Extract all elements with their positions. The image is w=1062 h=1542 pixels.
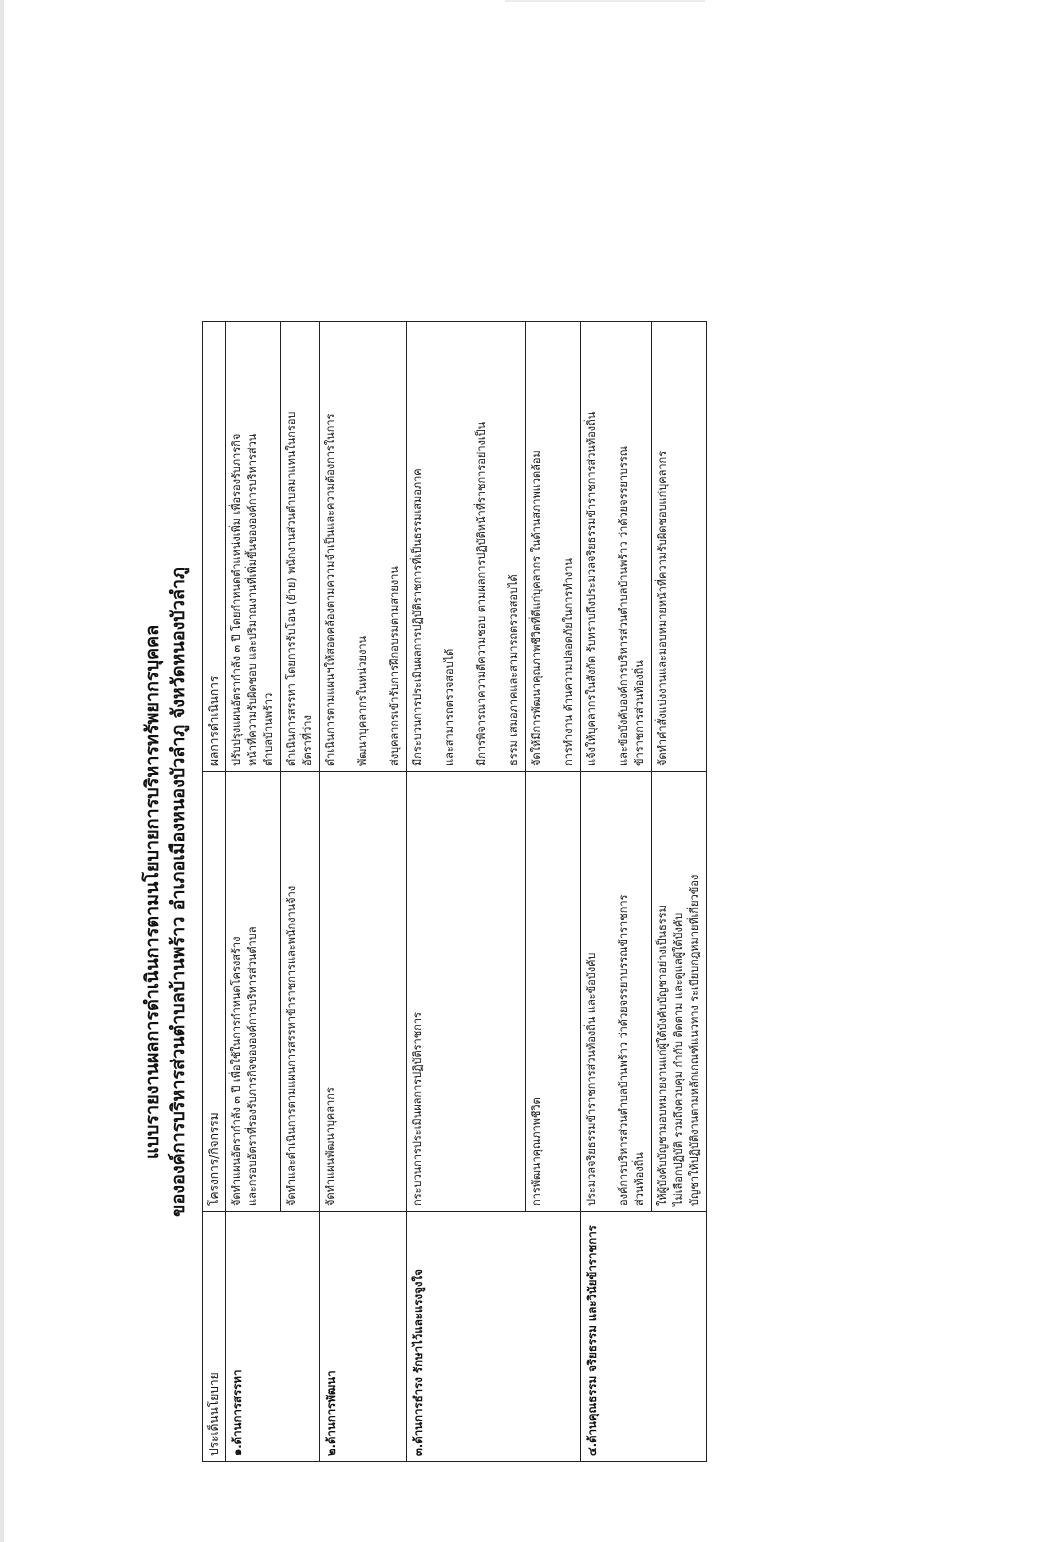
cell-line: ไม่เลือกปฏิบัติ รวมถึงควบคุม กำกับ ติดตาม และดูแลผู้ใต้บังคับ	[672, 912, 685, 1206]
result-cell	[407, 322, 526, 772]
cell-line: และข้อบังคับองค์การบริหารส่วนตำบลบ้านพร้าว ว่าด้วยจรรยาบรรณ	[617, 445, 630, 766]
cell-line: ส่งบุคลากรเข้ารับการฝึกอบรมตามสายงาน	[388, 566, 401, 766]
table-row	[407, 322, 526, 1462]
cell-line: บัญชาให้ปฏิบัติงานตามหลักเกณฑ์แนวทาง ระเบียบกฎหมายที่เกี่ยวข้อง	[688, 874, 701, 1206]
cell-line: มีกระบวนการประเมินผลการปฏิบัติราชการที่เป็นธรรมเสมอภาค	[411, 468, 424, 766]
result-cell	[526, 322, 581, 772]
cell-line: ข้าราชการส่วนท้องถิ่น	[633, 660, 646, 766]
project-cell	[581, 772, 652, 1212]
cell-line: พัฒนาบุคลากรในหน่วยงาน	[356, 635, 369, 766]
cell-line: ดำเนินการสรรหา โดยการรับโอน (ย้าย) พนักงานส่วนตำบลมาแทนในกรอบ	[285, 411, 298, 766]
report-table	[202, 321, 707, 1462]
policy-cell: ๒.ด้านการพัฒนา	[320, 1212, 407, 1462]
policy-cell: ๑.ด้านการสรรหา	[226, 1212, 320, 1462]
project-cell	[226, 772, 281, 1212]
cell-line: องค์การบริหารส่วนตำบลบ้านพร้าว ว่าด้วยจรรยาบรรณข้าราชการ	[617, 894, 630, 1206]
header-result: ผลการดำเนินการ	[203, 322, 226, 772]
project-cell	[407, 772, 526, 1212]
cell-line: ส่วนท้องถิ่น	[633, 1152, 646, 1206]
cell-line: ดำเนินการตามแผนฯให้สอดคล้องตามความจำเป็นและความต้องการในการ	[324, 413, 337, 766]
cell-line: มีการพิจารณาความดีความชอบ ตามผลการปฏิบัติหน้าที่ราชการอย่างเป็น	[475, 421, 488, 766]
result-cell	[652, 322, 707, 772]
document-title: แบบรายงานผลการดำเนินการตามนโยบายการบริหารทรัพยากรบุคคล	[142, 624, 163, 1160]
cell-line: และกรอบอัตราที่รองรับภารกิจขององค์การบริหารส่วนตำบล	[246, 926, 259, 1206]
result-cell	[581, 322, 652, 772]
project-cell	[281, 772, 320, 1212]
header-row	[203, 322, 226, 1462]
result-cell	[281, 322, 320, 772]
cell-line: การทำงาน ด้านความปลอดภัยในการทำงาน	[562, 558, 575, 766]
project-cell	[320, 772, 407, 1212]
cell-line: ตำบลบ้านพร้าว	[262, 692, 275, 766]
header-policy: ประเด็นนโยบาย	[203, 1212, 226, 1462]
cell-line: ธรรม เสมอภาคและสามารถตรวจสอบได้	[507, 574, 520, 766]
header-project: โครงการ/กิจกรรม	[203, 772, 226, 1212]
cell-line: แจ้งให้บุคลากรในสังกัด รับทราบถึงประมวลจริยธรรมข้าราชการส่วนท้องถิ่น	[585, 411, 598, 766]
cell-line: จัดทำแผนอัตรากำลัง ๓ ปี เพื่อใช้ในการกำหนดโครงสร้าง	[230, 936, 243, 1206]
table-row	[320, 322, 407, 1462]
cell-line: ปรับปรุงแผนอัตรากำลัง ๓ ปี โดยกำหนดตำแหน่งเพิ่ม เพื่อรองรับภารกิจ	[230, 433, 243, 766]
cell-line: จัดให้มีการพัฒนาคุณภาพชีวิตที่ดีแก่บุคลากร ในด้านสภาพแวดล้อม	[530, 450, 543, 766]
rotated-page	[140, 322, 780, 1462]
result-cell	[226, 322, 281, 772]
scan-mark	[505, 0, 705, 2]
cell-line: อัตราที่ว่าง	[301, 715, 314, 766]
cell-line: การพัฒนาคุณภาพชีวิต	[530, 1097, 543, 1206]
cell-line: ให้ผู้บังคับบัญชามอบหมายงานแก่ผู้ใต้บังคับบัญชาอย่างเป็นธรรม	[656, 905, 669, 1206]
document-subtitle: ขององค์การบริหารส่วนตำบลบ้านพร้าว อำเภอเมืองหนองบัวลำภู จังหวัดหนองบัวลำภู	[168, 567, 189, 1217]
project-cell	[526, 772, 581, 1212]
cell-line: ประมวลจริยธรรมข้าราชการส่วนท้องถิ่น และข้อบังคับ	[585, 952, 598, 1206]
table-row	[226, 322, 281, 1462]
table-row	[581, 322, 652, 1462]
policy-cell: ๔.ด้านคุณธรรม จริยธรรม และวินัยข้าราชการ	[581, 1212, 707, 1462]
cell-line: จัดทำคำสั่งแบ่งงานและมอบหมายหน้าที่ความรับผิดชอบแก่บุคลากร	[656, 450, 669, 766]
cell-line: หน้าที่ความรับผิดชอบ และปริมาณงานที่เพิ่มขึ้นขององค์การบริหารส่วน	[246, 433, 259, 766]
cell-line: จัดทำแผนพัฒนาบุคลากร	[324, 1087, 337, 1206]
policy-cell: ๓.ด้านการธำรง รักษาไว้และแรงจูงใจ	[407, 1212, 581, 1462]
cell-line: และสามารถตรวจสอบได้	[443, 648, 456, 766]
result-cell	[320, 322, 407, 772]
scan-edge	[0, 0, 4, 1542]
cell-line: กระบวนการประเมินผลการปฏิบัติราชการ	[411, 1012, 424, 1206]
project-cell	[652, 772, 707, 1212]
cell-line: จัดทำและดำเนินการตามแผนการสรรหาข้าราชการและพนักงานจ้าง	[285, 885, 298, 1206]
